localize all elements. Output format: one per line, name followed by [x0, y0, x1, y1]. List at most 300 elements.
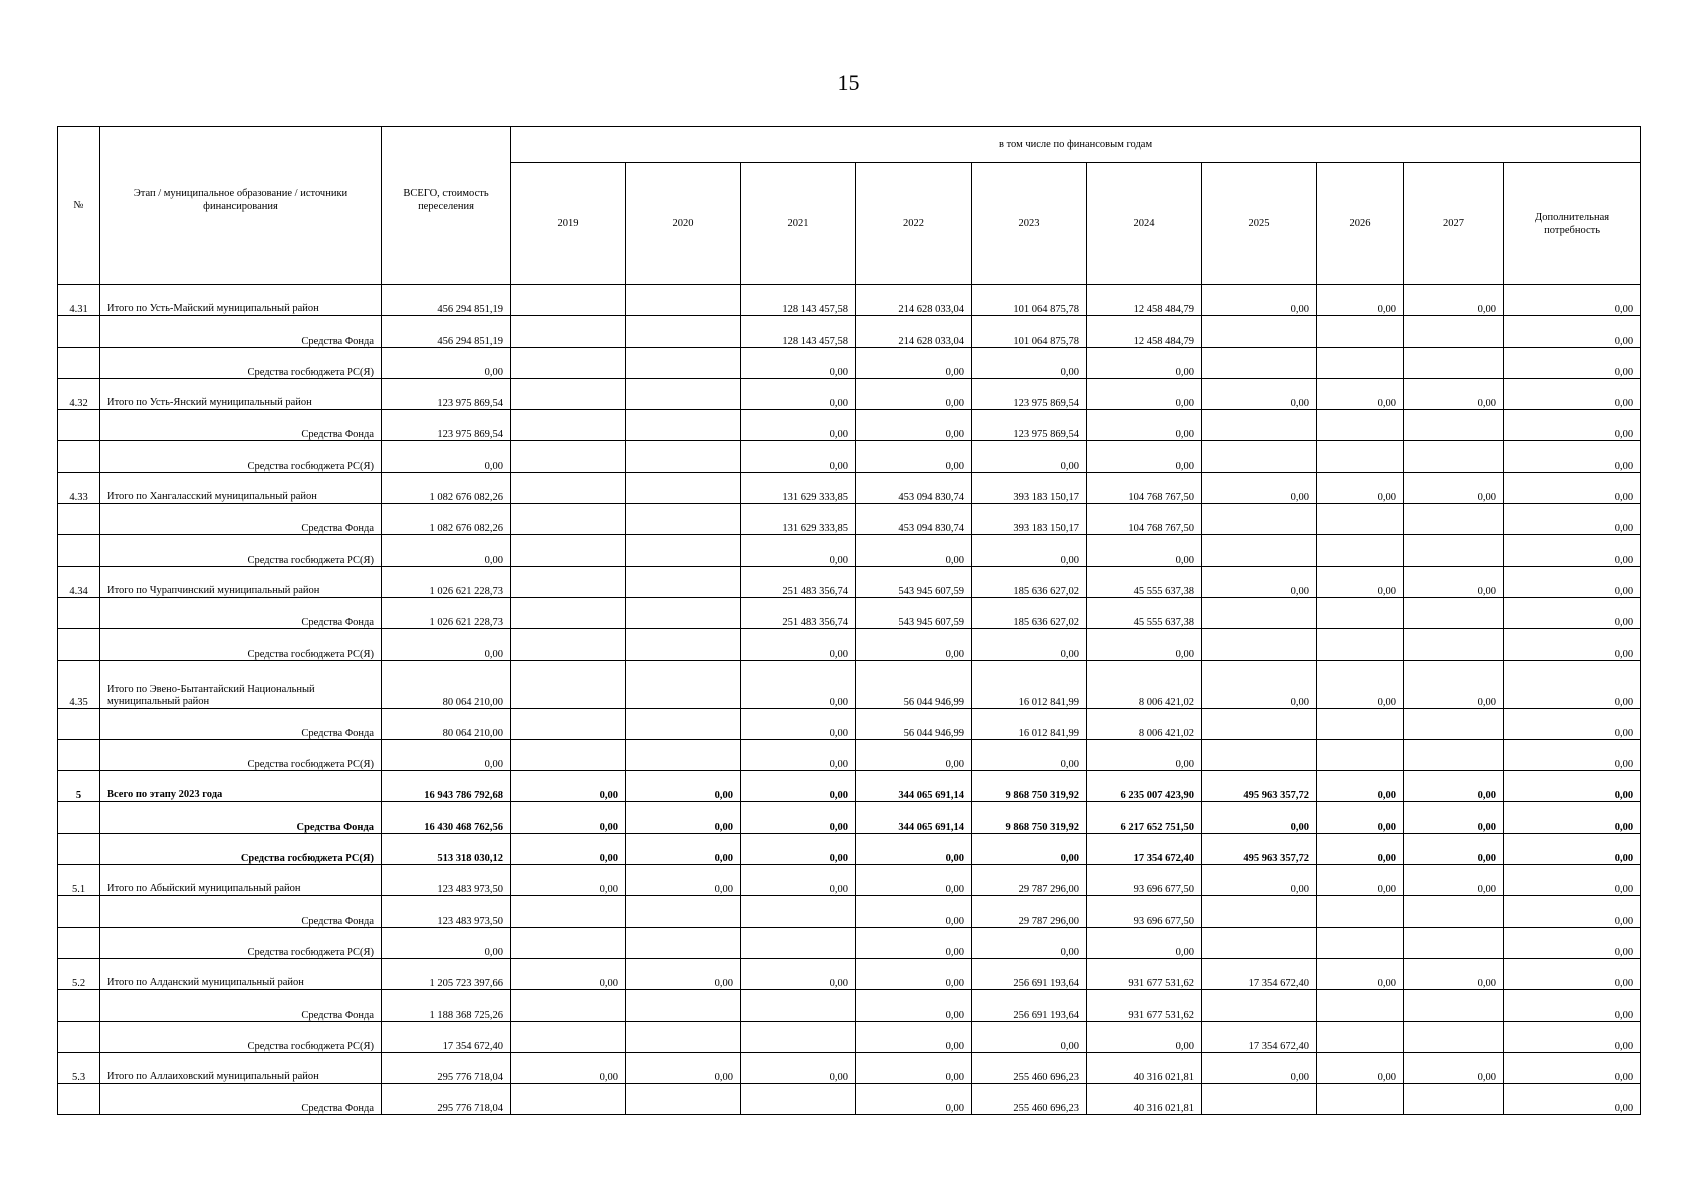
row-year-value	[1317, 1021, 1404, 1052]
row-year-value	[1202, 927, 1317, 958]
row-year-value: 251 483 356,74	[741, 597, 856, 628]
table-body	[58, 285, 1641, 1115]
row-year-value: 0,00	[1087, 535, 1202, 566]
row-year-value	[1404, 629, 1504, 660]
row-year-value: 0,00	[1202, 566, 1317, 597]
row-year-value: 0,00	[1087, 927, 1202, 958]
row-year-value: 0,00	[972, 833, 1087, 864]
row-year-value: 0,00	[856, 896, 972, 927]
row-year-value: 0,00	[1087, 347, 1202, 378]
header-name: Этап / муниципальное образование / источники финансирования	[100, 127, 382, 285]
header-row-group	[58, 127, 1641, 163]
row-extra-need: 0,00	[1504, 833, 1641, 864]
row-year-value: 0,00	[856, 535, 972, 566]
row-year-value: 214 628 033,04	[856, 316, 972, 347]
table-row	[58, 660, 1641, 708]
row-number: 5.3	[58, 1052, 100, 1083]
row-name: Итого по Усть-Майский муниципальный район	[100, 285, 382, 316]
row-year-value: 0,00	[1404, 566, 1504, 597]
row-year-value: 128 143 457,58	[741, 285, 856, 316]
row-year-value	[626, 990, 741, 1021]
row-year-value: 0,00	[1404, 802, 1504, 833]
row-extra-need: 0,00	[1504, 535, 1641, 566]
row-year-value	[511, 1084, 626, 1115]
row-name: Средства Фонда	[100, 1084, 382, 1115]
row-year-value: 344 065 691,14	[856, 802, 972, 833]
row-year-value: 0,00	[1317, 802, 1404, 833]
row-year-value: 0,00	[741, 347, 856, 378]
table-row	[58, 378, 1641, 409]
row-year-value	[626, 1021, 741, 1052]
row-year-value: 0,00	[1317, 660, 1404, 708]
row-year-value	[1202, 316, 1317, 347]
header-extra-need: Дополнительная потребность	[1504, 163, 1641, 285]
table-row	[58, 802, 1641, 833]
row-year-value: 393 183 150,17	[972, 472, 1087, 503]
row-year-value	[1404, 410, 1504, 441]
row-number	[58, 347, 100, 378]
row-year-value: 0,00	[972, 441, 1087, 472]
row-name: Средства Фонда	[100, 708, 382, 739]
row-year-value: 0,00	[741, 833, 856, 864]
row-year-value: 0,00	[626, 1052, 741, 1083]
row-name: Итого по Чурапчинский муниципальный район	[100, 566, 382, 597]
row-number	[58, 535, 100, 566]
row-year-value: 0,00	[1202, 802, 1317, 833]
row-year-value: 104 768 767,50	[1087, 472, 1202, 503]
row-extra-need: 0,00	[1504, 739, 1641, 770]
row-year-value: 0,00	[856, 629, 972, 660]
row-year-value: 0,00	[626, 802, 741, 833]
row-number	[58, 504, 100, 535]
row-year-value: 0,00	[856, 865, 972, 896]
row-year-value: 131 629 333,85	[741, 504, 856, 535]
row-year-value: 185 636 627,02	[972, 597, 1087, 628]
row-year-value	[626, 316, 741, 347]
header-year: 2021	[741, 163, 856, 285]
row-number: 5	[58, 771, 100, 802]
row-year-value	[1404, 739, 1504, 770]
row-year-value	[511, 535, 626, 566]
row-year-value: 0,00	[626, 958, 741, 989]
row-extra-need: 0,00	[1504, 566, 1641, 597]
row-name: Средства госбюджета РС(Я)	[100, 629, 382, 660]
row-year-value: 0,00	[856, 441, 972, 472]
row-year-value	[1404, 1084, 1504, 1115]
table-row	[58, 927, 1641, 958]
row-year-value: 0,00	[972, 629, 1087, 660]
row-year-value	[1317, 410, 1404, 441]
row-extra-need: 0,00	[1504, 1084, 1641, 1115]
row-year-value	[626, 535, 741, 566]
table-row	[58, 990, 1641, 1021]
row-year-value: 453 094 830,74	[856, 504, 972, 535]
row-name: Итого по Аллаиховский муниципальный район	[100, 1052, 382, 1083]
row-year-value	[1404, 347, 1504, 378]
row-name: Итого по Абыйский муниципальный район	[100, 865, 382, 896]
header-year: 2023	[972, 163, 1087, 285]
row-year-value	[1404, 990, 1504, 1021]
row-extra-need: 0,00	[1504, 708, 1641, 739]
row-number: 4.34	[58, 566, 100, 597]
row-year-value	[741, 896, 856, 927]
row-year-value: 0,00	[511, 865, 626, 896]
page-number: 15	[837, 70, 860, 95]
row-year-value: 0,00	[741, 771, 856, 802]
row-year-value: 0,00	[1317, 865, 1404, 896]
row-year-value	[511, 347, 626, 378]
row-year-value: 123 975 869,54	[972, 378, 1087, 409]
row-name: Итого по Алданский муниципальный район	[100, 958, 382, 989]
row-year-value: 123 975 869,54	[972, 410, 1087, 441]
row-total: 17 354 672,40	[382, 1021, 511, 1052]
row-year-value	[1317, 347, 1404, 378]
row-year-value: 0,00	[856, 1021, 972, 1052]
row-year-value: 8 006 421,02	[1087, 708, 1202, 739]
row-year-value	[1317, 708, 1404, 739]
row-year-value: 0,00	[1317, 566, 1404, 597]
row-year-value: 0,00	[511, 833, 626, 864]
row-name: Средства госбюджета РС(Я)	[100, 833, 382, 864]
row-year-value: 0,00	[511, 1052, 626, 1083]
row-total: 0,00	[382, 927, 511, 958]
row-year-value: 93 696 677,50	[1087, 896, 1202, 927]
row-name: Средства госбюджета РС(Я)	[100, 1021, 382, 1052]
row-year-value	[1202, 739, 1317, 770]
row-year-value: 543 945 607,59	[856, 597, 972, 628]
row-year-value: 0,00	[1404, 472, 1504, 503]
row-year-value	[1202, 1084, 1317, 1115]
row-extra-need: 0,00	[1504, 1052, 1641, 1083]
row-year-value: 0,00	[741, 629, 856, 660]
row-year-value: 0,00	[856, 739, 972, 770]
row-year-value: 251 483 356,74	[741, 566, 856, 597]
row-year-value: 0,00	[856, 410, 972, 441]
header-year: 2026	[1317, 163, 1404, 285]
row-year-value: 0,00	[1202, 285, 1317, 316]
row-name: Средства госбюджета РС(Я)	[100, 927, 382, 958]
row-year-value	[741, 1021, 856, 1052]
row-year-value: 0,00	[1087, 410, 1202, 441]
row-year-value: 0,00	[856, 990, 972, 1021]
header-year: 2024	[1087, 163, 1202, 285]
row-year-value: 9 868 750 319,92	[972, 802, 1087, 833]
row-year-value: 131 629 333,85	[741, 472, 856, 503]
row-year-value: 29 787 296,00	[972, 865, 1087, 896]
row-total: 456 294 851,19	[382, 285, 511, 316]
table-row	[58, 739, 1641, 770]
row-year-value: 495 963 357,72	[1202, 771, 1317, 802]
row-total: 123 483 973,50	[382, 865, 511, 896]
row-year-value	[1202, 629, 1317, 660]
row-number	[58, 708, 100, 739]
row-year-value	[511, 708, 626, 739]
row-year-value	[511, 378, 626, 409]
row-year-value: 16 012 841,99	[972, 708, 1087, 739]
row-year-value	[626, 1084, 741, 1115]
row-year-value: 256 691 193,64	[972, 990, 1087, 1021]
row-year-value: 0,00	[972, 347, 1087, 378]
row-number	[58, 441, 100, 472]
row-year-value: 0,00	[1317, 378, 1404, 409]
row-year-value	[1202, 597, 1317, 628]
table-row	[58, 472, 1641, 503]
header-year: 2020	[626, 163, 741, 285]
row-total: 0,00	[382, 347, 511, 378]
table-row	[58, 410, 1641, 441]
row-total: 0,00	[382, 535, 511, 566]
header-year: 2027	[1404, 163, 1504, 285]
row-year-value	[1317, 896, 1404, 927]
table-row	[58, 597, 1641, 628]
row-total: 1 188 368 725,26	[382, 990, 511, 1021]
row-year-value: 93 696 677,50	[1087, 865, 1202, 896]
row-year-value	[626, 629, 741, 660]
row-year-value: 16 012 841,99	[972, 660, 1087, 708]
row-year-value: 543 945 607,59	[856, 566, 972, 597]
row-number	[58, 1021, 100, 1052]
row-year-value	[511, 597, 626, 628]
row-year-value	[511, 441, 626, 472]
row-year-value	[1404, 535, 1504, 566]
row-year-value	[511, 285, 626, 316]
row-extra-need: 0,00	[1504, 865, 1641, 896]
row-number	[58, 1084, 100, 1115]
row-year-value	[511, 504, 626, 535]
row-year-value	[511, 739, 626, 770]
row-year-value	[1404, 441, 1504, 472]
table-row	[58, 504, 1641, 535]
row-number: 4.35	[58, 660, 100, 708]
row-total: 16 430 468 762,56	[382, 802, 511, 833]
row-year-value: 256 691 193,64	[972, 958, 1087, 989]
table-row	[58, 535, 1641, 566]
row-total: 0,00	[382, 739, 511, 770]
row-extra-need: 0,00	[1504, 660, 1641, 708]
row-year-value: 0,00	[1202, 660, 1317, 708]
row-year-value	[626, 285, 741, 316]
row-name: Средства госбюджета РС(Я)	[100, 347, 382, 378]
row-year-value: 0,00	[1317, 958, 1404, 989]
row-year-value: 0,00	[856, 378, 972, 409]
row-name: Средства Фонда	[100, 316, 382, 347]
row-year-value	[1202, 535, 1317, 566]
row-year-value: 0,00	[1404, 958, 1504, 989]
row-year-value	[511, 316, 626, 347]
row-year-value: 0,00	[972, 927, 1087, 958]
row-number	[58, 410, 100, 441]
row-year-value: 45 555 637,38	[1087, 597, 1202, 628]
row-year-value: 0,00	[1404, 660, 1504, 708]
row-year-value	[1317, 1084, 1404, 1115]
row-year-value	[626, 504, 741, 535]
header-number: №	[58, 127, 100, 285]
row-name: Средства Фонда	[100, 990, 382, 1021]
row-year-value	[511, 472, 626, 503]
row-extra-need: 0,00	[1504, 927, 1641, 958]
row-year-value	[1202, 896, 1317, 927]
row-year-value	[1202, 441, 1317, 472]
row-year-value	[1404, 927, 1504, 958]
row-year-value	[1317, 739, 1404, 770]
row-year-value: 0,00	[1087, 629, 1202, 660]
row-year-value: 0,00	[1087, 441, 1202, 472]
row-year-value	[741, 1084, 856, 1115]
row-name: Средства Фонда	[100, 802, 382, 833]
table-row	[58, 896, 1641, 927]
row-extra-need: 0,00	[1504, 629, 1641, 660]
row-number	[58, 802, 100, 833]
row-year-value	[1404, 597, 1504, 628]
row-year-value	[626, 410, 741, 441]
row-total: 1 082 676 082,26	[382, 504, 511, 535]
row-extra-need: 0,00	[1504, 347, 1641, 378]
row-year-value	[626, 378, 741, 409]
row-year-value: 17 354 672,40	[1202, 958, 1317, 989]
row-total: 1 026 621 228,73	[382, 566, 511, 597]
row-number	[58, 316, 100, 347]
row-year-value: 0,00	[1404, 771, 1504, 802]
row-year-value: 12 458 484,79	[1087, 285, 1202, 316]
table-row	[58, 347, 1641, 378]
row-year-value	[1317, 597, 1404, 628]
row-year-value	[741, 990, 856, 1021]
row-year-value	[1404, 504, 1504, 535]
row-year-value: 0,00	[626, 771, 741, 802]
row-number: 4.33	[58, 472, 100, 503]
row-year-value: 0,00	[856, 1052, 972, 1083]
row-extra-need: 0,00	[1504, 990, 1641, 1021]
row-number: 5.1	[58, 865, 100, 896]
row-year-value	[1202, 990, 1317, 1021]
row-year-value: 128 143 457,58	[741, 316, 856, 347]
row-year-value	[626, 708, 741, 739]
row-year-value: 0,00	[741, 958, 856, 989]
row-year-value: 0,00	[741, 410, 856, 441]
row-year-value	[1317, 316, 1404, 347]
row-year-value: 0,00	[741, 535, 856, 566]
row-total: 123 975 869,54	[382, 410, 511, 441]
row-year-value: 0,00	[1404, 865, 1504, 896]
table-row	[58, 771, 1641, 802]
row-year-value	[626, 347, 741, 378]
table-row	[58, 708, 1641, 739]
row-year-value: 0,00	[511, 958, 626, 989]
row-extra-need: 0,00	[1504, 410, 1641, 441]
row-year-value: 0,00	[1202, 865, 1317, 896]
row-number	[58, 927, 100, 958]
row-extra-need: 0,00	[1504, 472, 1641, 503]
row-year-value	[1202, 347, 1317, 378]
row-year-value	[1404, 316, 1504, 347]
row-year-value: 0,00	[626, 865, 741, 896]
row-year-value: 0,00	[856, 347, 972, 378]
row-year-value: 0,00	[741, 1052, 856, 1083]
row-name: Средства госбюджета РС(Я)	[100, 535, 382, 566]
row-year-value: 0,00	[856, 833, 972, 864]
table-row	[58, 316, 1641, 347]
row-total: 0,00	[382, 629, 511, 660]
row-year-value: 185 636 627,02	[972, 566, 1087, 597]
row-total: 1 082 676 082,26	[382, 472, 511, 503]
row-extra-need: 0,00	[1504, 441, 1641, 472]
row-year-value: 0,00	[1317, 472, 1404, 503]
table-row	[58, 1021, 1641, 1052]
row-total: 80 064 210,00	[382, 660, 511, 708]
row-extra-need: 0,00	[1504, 958, 1641, 989]
row-year-value	[1404, 708, 1504, 739]
row-year-value: 0,00	[972, 1021, 1087, 1052]
row-year-value: 0,00	[1317, 285, 1404, 316]
row-total: 0,00	[382, 441, 511, 472]
row-year-value	[626, 597, 741, 628]
row-year-value: 104 768 767,50	[1087, 504, 1202, 535]
row-name: Средства Фонда	[100, 410, 382, 441]
table-row	[58, 1052, 1641, 1083]
row-year-value: 0,00	[1404, 378, 1504, 409]
row-year-value: 0,00	[972, 739, 1087, 770]
table-row	[58, 629, 1641, 660]
row-extra-need: 0,00	[1504, 285, 1641, 316]
row-year-value	[511, 629, 626, 660]
row-year-value	[741, 927, 856, 958]
row-name: Средства Фонда	[100, 896, 382, 927]
row-year-value	[1317, 535, 1404, 566]
row-year-value: 6 217 652 751,50	[1087, 802, 1202, 833]
row-year-value: 214 628 033,04	[856, 285, 972, 316]
row-extra-need: 0,00	[1504, 597, 1641, 628]
header-total: ВСЕГО, стоимость переселения	[382, 127, 511, 285]
row-year-value	[626, 472, 741, 503]
row-name: Средства Фонда	[100, 597, 382, 628]
row-year-value: 0,00	[1087, 739, 1202, 770]
row-year-value: 0,00	[1317, 833, 1404, 864]
row-year-value: 40 316 021,81	[1087, 1084, 1202, 1115]
row-year-value: 0,00	[741, 660, 856, 708]
row-year-value	[511, 566, 626, 597]
row-year-value: 0,00	[511, 802, 626, 833]
row-total: 295 776 718,04	[382, 1052, 511, 1083]
row-extra-need: 0,00	[1504, 896, 1641, 927]
row-year-value	[1317, 504, 1404, 535]
row-year-value: 45 555 637,38	[1087, 566, 1202, 597]
row-name: Всего по этапу 2023 года	[100, 771, 382, 802]
row-year-value: 0,00	[511, 771, 626, 802]
row-year-value	[1404, 896, 1504, 927]
row-number	[58, 896, 100, 927]
row-year-value: 40 316 021,81	[1087, 1052, 1202, 1083]
row-year-value: 0,00	[1404, 285, 1504, 316]
row-name: Средства госбюджета РС(Я)	[100, 441, 382, 472]
table-row	[58, 1084, 1641, 1115]
row-total: 456 294 851,19	[382, 316, 511, 347]
header-year: 2025	[1202, 163, 1317, 285]
header-years-group: в том числе по финансовым годам	[511, 127, 1641, 163]
table-row	[58, 865, 1641, 896]
row-extra-need: 0,00	[1504, 1021, 1641, 1052]
row-extra-need: 0,00	[1504, 504, 1641, 535]
row-year-value: 56 044 946,99	[856, 708, 972, 739]
row-extra-need: 0,00	[1504, 802, 1641, 833]
row-year-value	[1404, 1021, 1504, 1052]
row-total: 123 975 869,54	[382, 378, 511, 409]
row-year-value: 0,00	[856, 927, 972, 958]
row-total: 123 483 973,50	[382, 896, 511, 927]
row-year-value: 0,00	[626, 833, 741, 864]
header-year: 2022	[856, 163, 972, 285]
row-number	[58, 990, 100, 1021]
row-name: Средства Фонда	[100, 504, 382, 535]
